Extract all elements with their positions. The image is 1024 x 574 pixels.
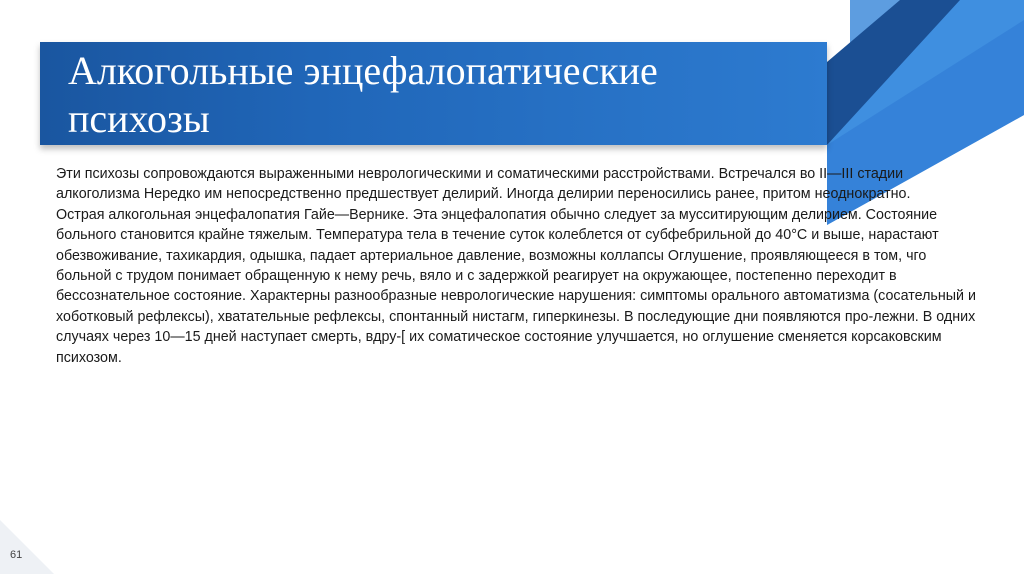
slide-title: Алкогольные энцефалопатические психозы (68, 48, 658, 141)
body-paragraph-2: Острая алкогольная энцефалопатия Гайе—Вернике. Эта энцефалопатия обычно следует за мусситирующим делирием. Состояние больного становится крайне тяжелым. Температура тела в течение суток колеблется от субфебрильной до 40°С и выше, нарастают обезвоживание, тахикардия, одышка, падает артериальное давление, возможны коллапсы Оглушение, проявляющееся в том, чго больной с трудом понимает обращенную к нему речь, вяло и с задержкой реагирует на окружающее, постепенно переходит в бессознательное состояние. Характерны разнообразные неврологические нарушения: симптомы орального автоматизма (сосательный и хоботковый рефлексы), хватательные рефлексы, спонтанный нистагм, гиперкинезы. В последующие дни появляются про-лежни. В одних случаях через 10—15 дней наступает смерть, вдру-[ их соматическое состояние улучшается, но оглушение сменяется корсаковским психозом. (56, 206, 976, 366)
slide-body (56, 164, 976, 368)
bottom-left-fold (0, 520, 54, 574)
body-paragraph-1: Эти психозы сопровождаются выраженными неврологическими и соматическими расстройствами. Встречался во II—III стадии алкоголизма Нередко им непосредственно предшествует делирий. Иногда делирии переносились ранее, притом неоднократно. (56, 166, 911, 203)
page-number: 61 (10, 549, 23, 561)
